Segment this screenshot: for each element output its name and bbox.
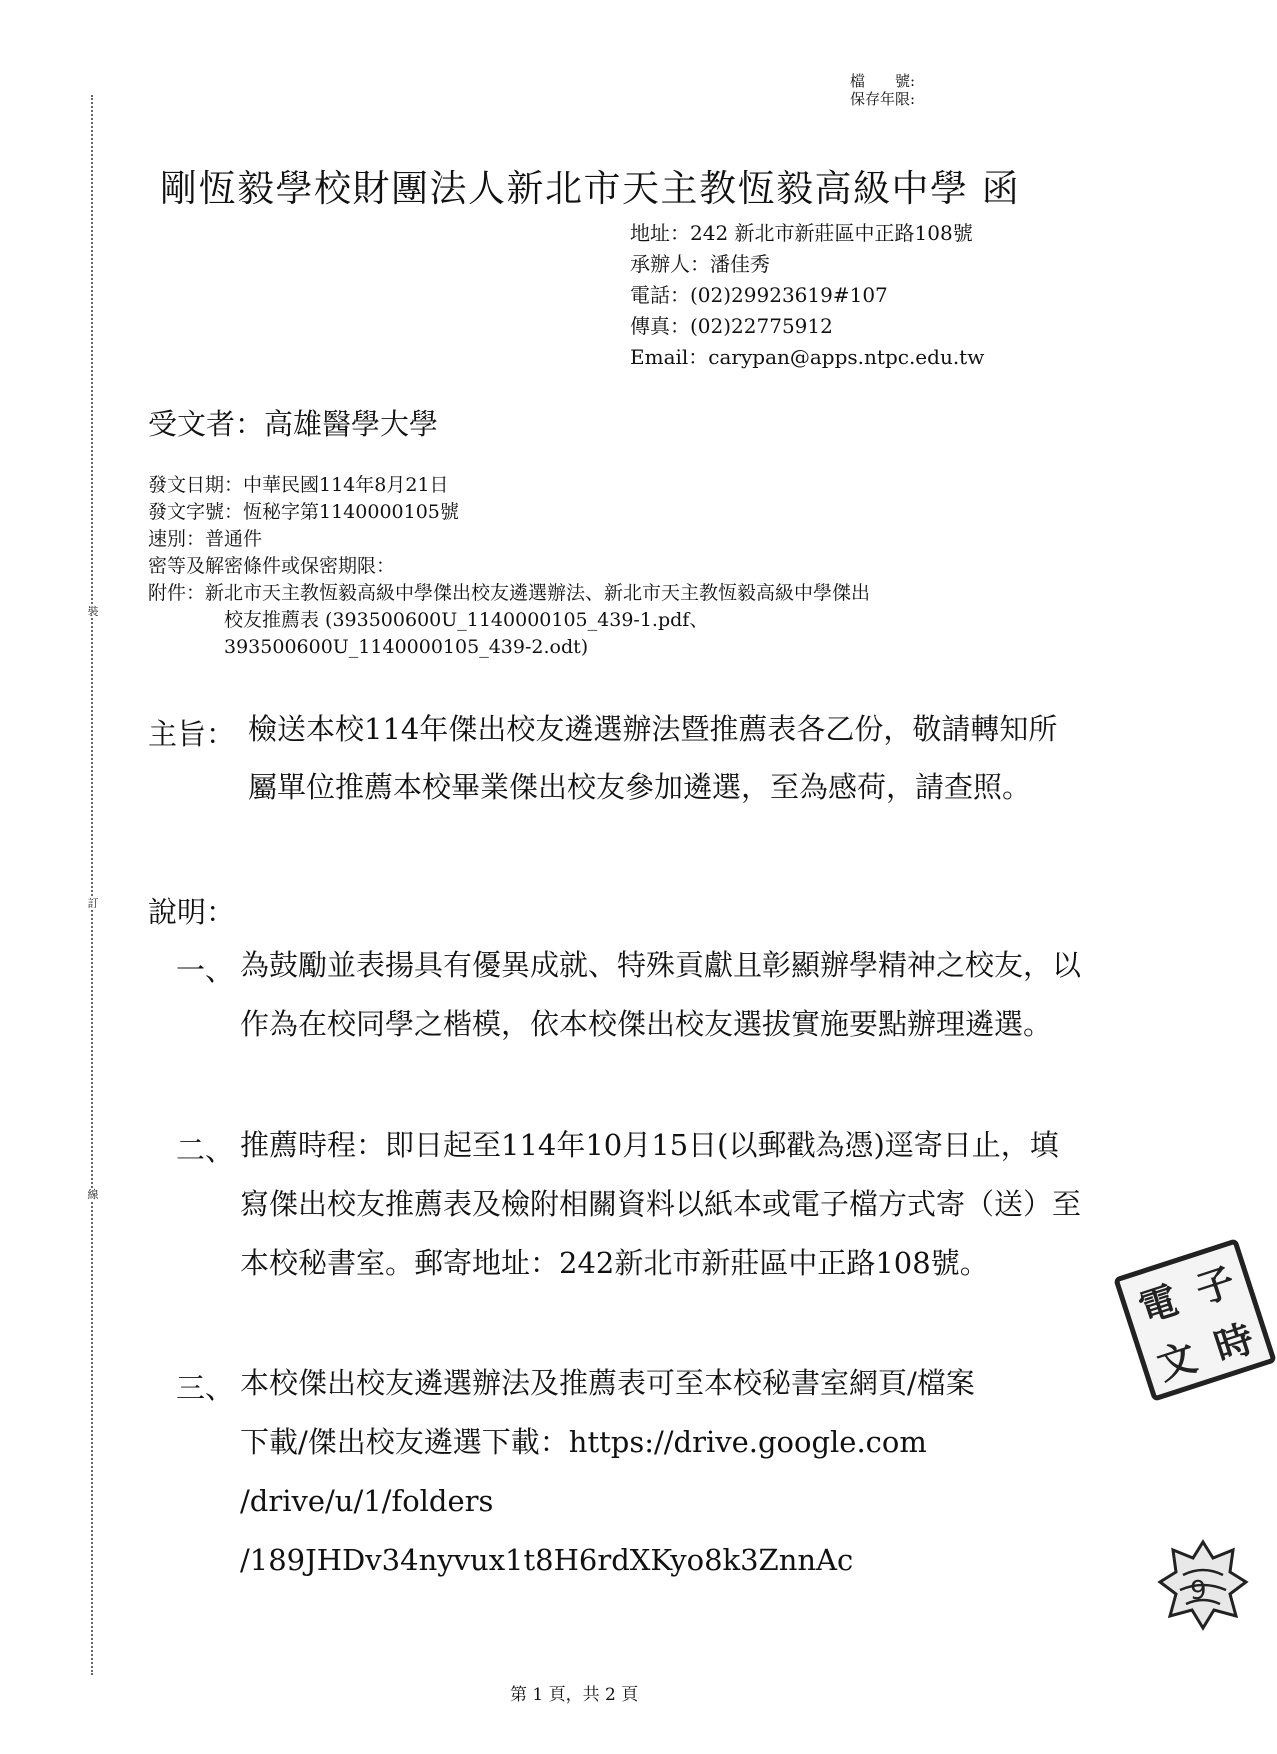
item-2-text: 推薦時程：即日起至114年10月15日(以郵戳為憑)逕寄日止，填寫傑出校友推薦表及檢附相關資料以紙本或電子檔方式寄（送）至本校秘書室。郵寄地址：242新北市新莊區中正路108號。 xyxy=(240,1128,1082,1280)
binding-mark-bind: 裝 xyxy=(87,605,99,618)
secrecy-level: 密等及解密條件或保密期限： xyxy=(148,555,396,577)
document-title: 剛恆毅學校財團法人新北市天主教恆毅高級中學 函 xyxy=(160,167,1021,210)
handler: 承辦人：潘佳秀 xyxy=(630,252,770,276)
item-1-number: 一、 xyxy=(176,953,235,987)
retention-period-label: 保存年限: xyxy=(850,90,916,108)
item-3-line-2: 下載/傑出校友遴選下載：https://drive.google.com xyxy=(240,1425,927,1459)
document-meta xyxy=(148,472,870,661)
item-2-number: 二、 xyxy=(176,1133,235,1167)
explanation-label: 說明： xyxy=(148,895,236,929)
address: 地址：242 新北市新莊區中正路108號 xyxy=(630,221,973,245)
document-number: 發文字號：恆秘字第1140000105號 xyxy=(148,501,459,523)
item-1-text: 為鼓勵並表揚具有優異成就、特殊貢獻且彰顯辦學精神之校友，以作為在校同學之楷模，依本校傑出校友選拔實施要點辦理遴選。 xyxy=(240,948,1082,1041)
seal-number: 9 xyxy=(1190,1576,1207,1606)
issue-date: 發文日期：中華民國114年8月21日 xyxy=(148,474,449,496)
file-info xyxy=(850,72,915,108)
stamp-char-4: 時 xyxy=(1208,1314,1259,1370)
stamp-char-1: 電 xyxy=(1133,1276,1184,1331)
stamp-char-2: 子 xyxy=(1190,1257,1241,1313)
email: Email：carypan@apps.ntpc.edu.tw xyxy=(630,345,985,369)
subject-label: 主旨： xyxy=(148,717,236,751)
item-3-line-3: /drive/u/1/folders xyxy=(240,1484,494,1518)
electronic-doc-stamp xyxy=(1113,1238,1277,1402)
speed-class: 速別：普通件 xyxy=(148,528,263,550)
item-3-line-1: 本校傑出校友遴選辦法及推薦表可至本校秘書室網頁/檔案 xyxy=(240,1366,975,1400)
recipient: 受文者：高雄醫學大學 xyxy=(148,407,439,441)
binding-mark-staple: 訂 xyxy=(87,897,99,910)
attachment-line-3: 393500600U_1140000105_439-2.odt) xyxy=(224,636,589,658)
item-3-line-4: /189JHDv34nyvux1t8H6rdXKyo8k3ZnnAc xyxy=(240,1543,854,1577)
binding-dotted-line xyxy=(91,95,93,1675)
item-3-text xyxy=(240,1354,1120,1590)
attachment-line-2: 校友推薦表 (393500600U_1140000105_439-1.pdf、 xyxy=(224,609,709,631)
page-footer: 第 1 頁，共 2 頁 xyxy=(510,1685,639,1705)
item-3-number: 三、 xyxy=(176,1371,235,1405)
phone: 電話：(02)29923619#107 xyxy=(630,283,888,307)
contact-block xyxy=(630,218,984,373)
attachment-line-1: 附件：新北市天主教恆毅高級中學傑出校友遴選辦法、新北市天主教恆毅高級中學傑出 xyxy=(148,582,871,604)
stamp-char-3: 文 xyxy=(1151,1333,1202,1388)
binding-mark-line: 線 xyxy=(87,1188,99,1201)
subject-text: 檢送本校114年傑出校友遴選辦法暨推薦表各乙份，敬請轉知所屬單位推薦本校畢業傑出校友參加遴選，至為感荷，請查照。 xyxy=(248,712,1058,804)
file-number-label: 檔 號: xyxy=(850,72,916,90)
fax: 傳真：(02)22775912 xyxy=(630,314,833,338)
